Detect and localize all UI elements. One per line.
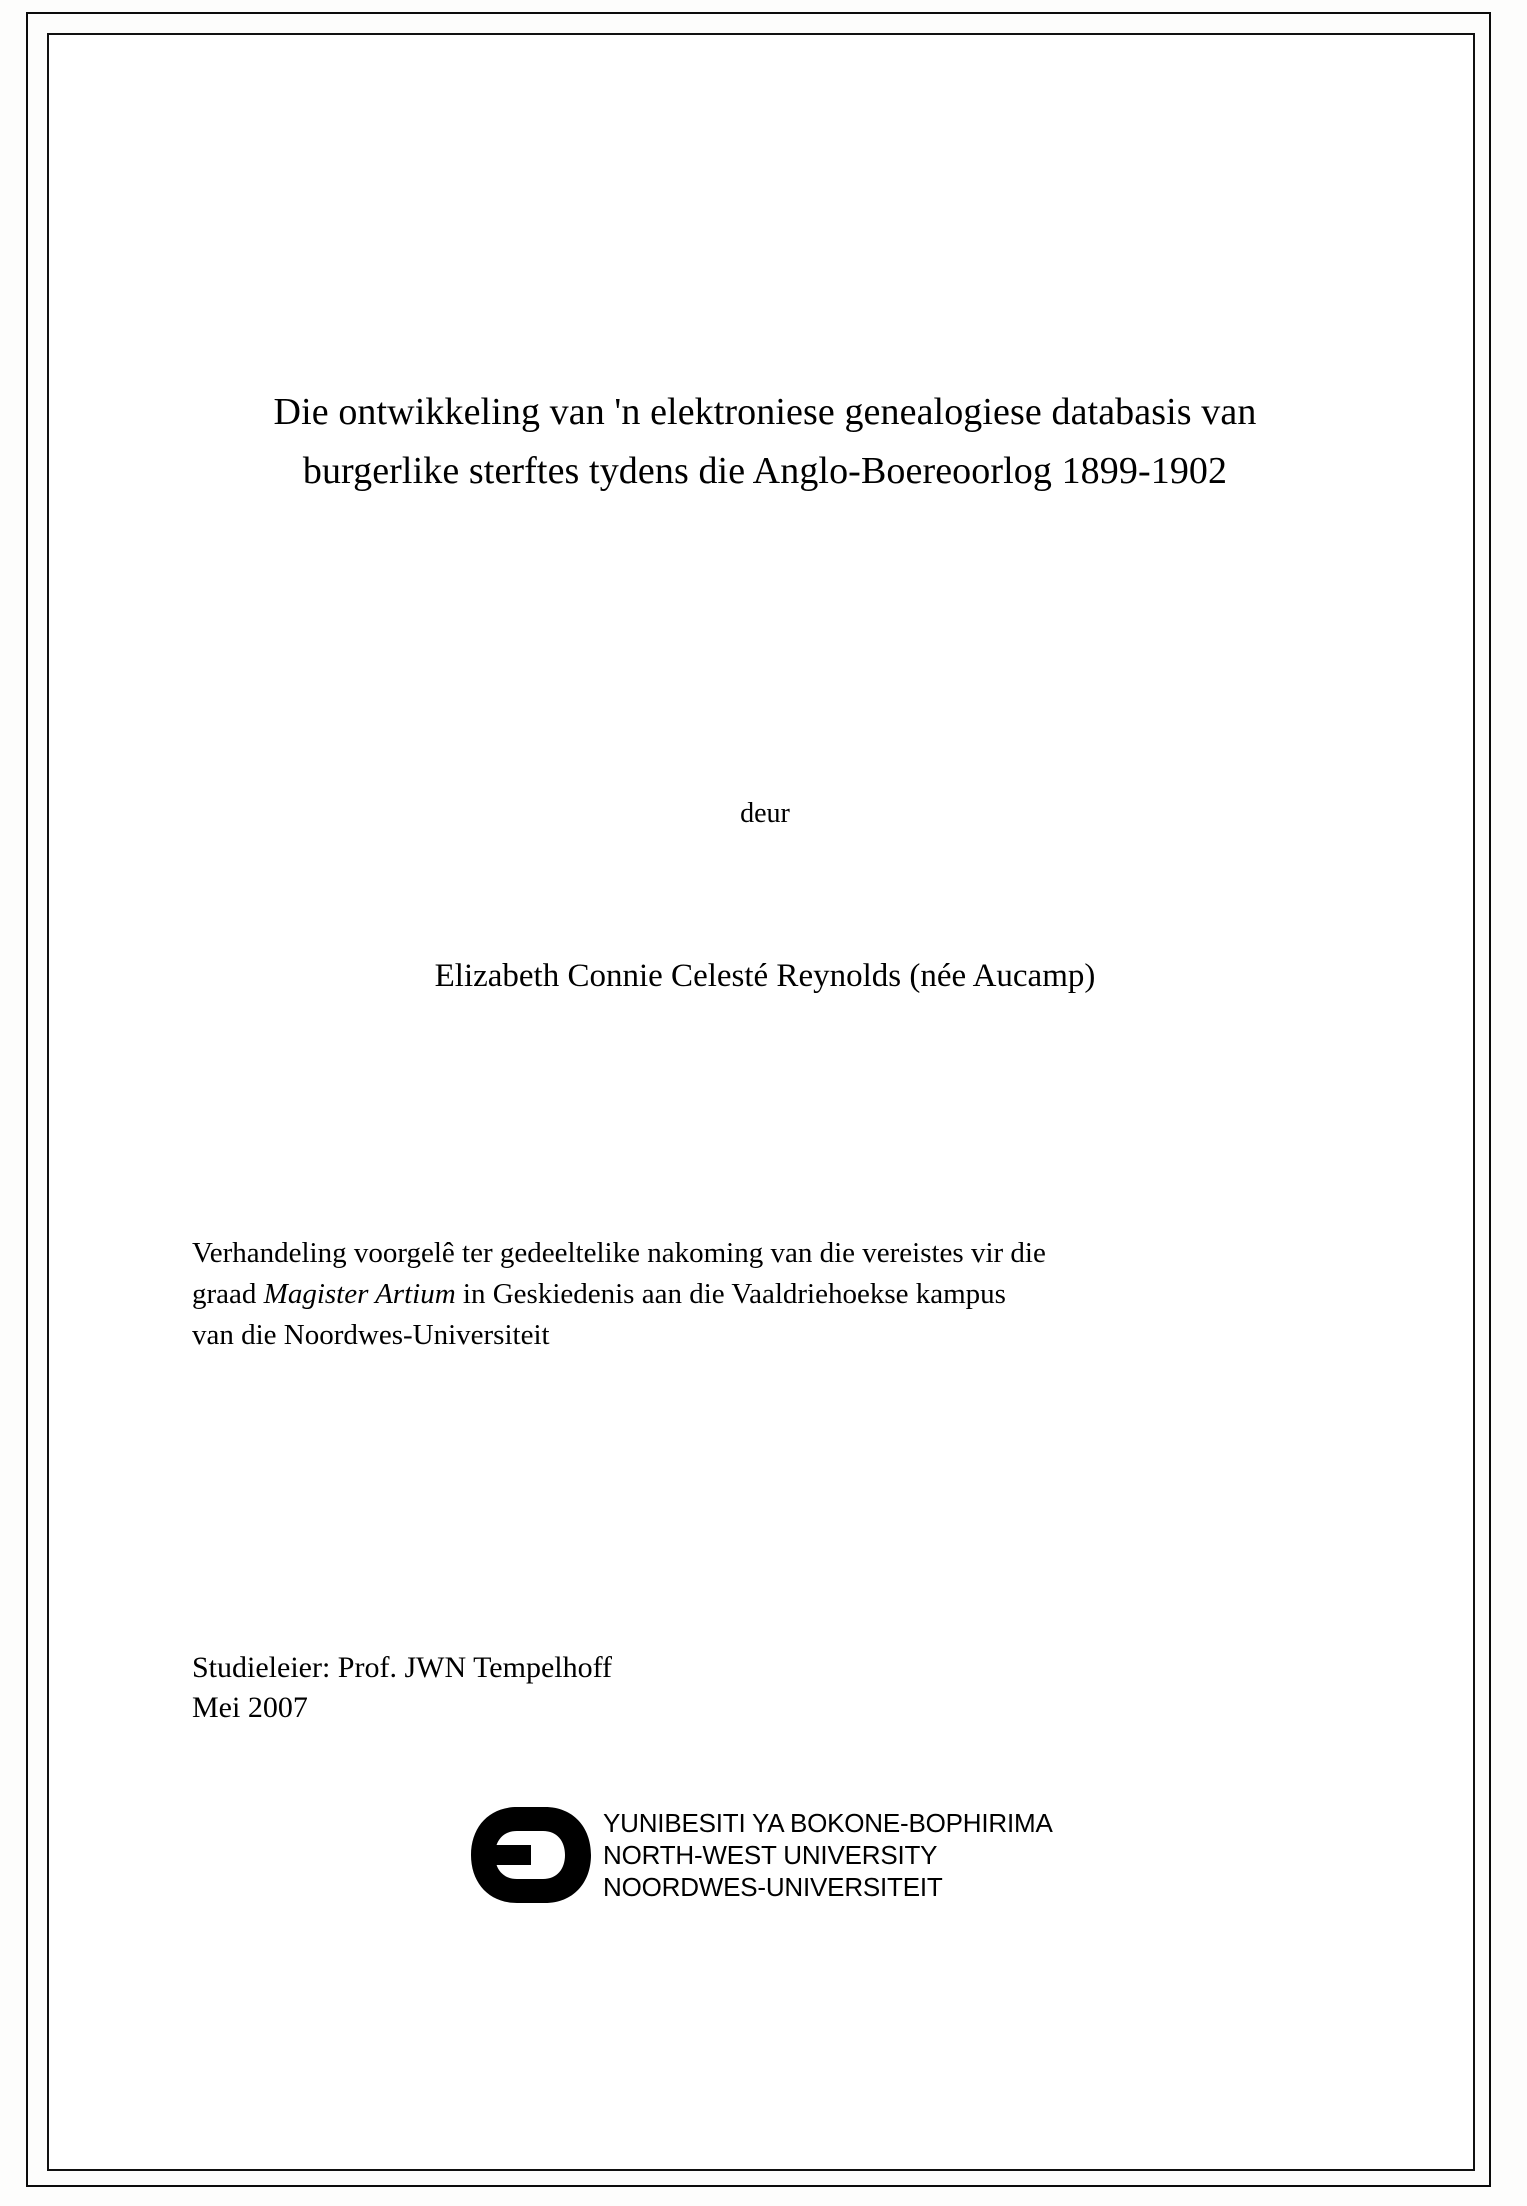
- supervisor-block: [192, 1648, 1292, 1728]
- degree-statement: [192, 1233, 1337, 1357]
- title-line-1: Die ontwikkeling van 'n elektroniese genealogiese databasis van: [273, 391, 1257, 433]
- by-label: deur: [740, 798, 790, 829]
- statement-line-2-post: in Geskiedenis aan die Vaaldriehoekse kampus: [455, 1278, 1006, 1311]
- north-west-university-logo-icon: [465, 1801, 595, 1909]
- author-name: Elizabeth Connie Celesté Reynolds (née Aucamp): [434, 958, 1096, 994]
- date-line: Mei 2007: [192, 1690, 308, 1724]
- university-logo-block: [170, 1801, 1360, 1931]
- degree-name: Magister Artium: [263, 1278, 456, 1311]
- logo-line-1: YUNIBESITI YA BOKONE-BOPHIRIMA: [603, 1808, 1053, 1839]
- logo-line-2: NORTH-WEST UNIVERSITY: [603, 1840, 938, 1871]
- university-logo-text: [603, 1806, 1053, 1903]
- statement-line-2: [192, 1274, 1337, 1315]
- logo-line-3: NOORDWES-UNIVERSITEIT: [603, 1871, 943, 1902]
- statement-line-3: van die Noordwes-Universiteit: [192, 1319, 550, 1352]
- statement-line-1: Verhandeling voorgelê ter gedeeltelike nakoming van die vereistes vir die: [192, 1237, 1046, 1269]
- statement-line-2-pre: graad: [192, 1278, 264, 1311]
- title-line-2: burgerlike sterftes tydens die Anglo-Boereoorlog 1899-1902: [302, 449, 1228, 492]
- page-title: [180, 383, 1350, 501]
- page-content: [170, 33, 1360, 2171]
- supervisor-line: Studieleier: Prof. JWN Tempelhoff: [192, 1651, 613, 1684]
